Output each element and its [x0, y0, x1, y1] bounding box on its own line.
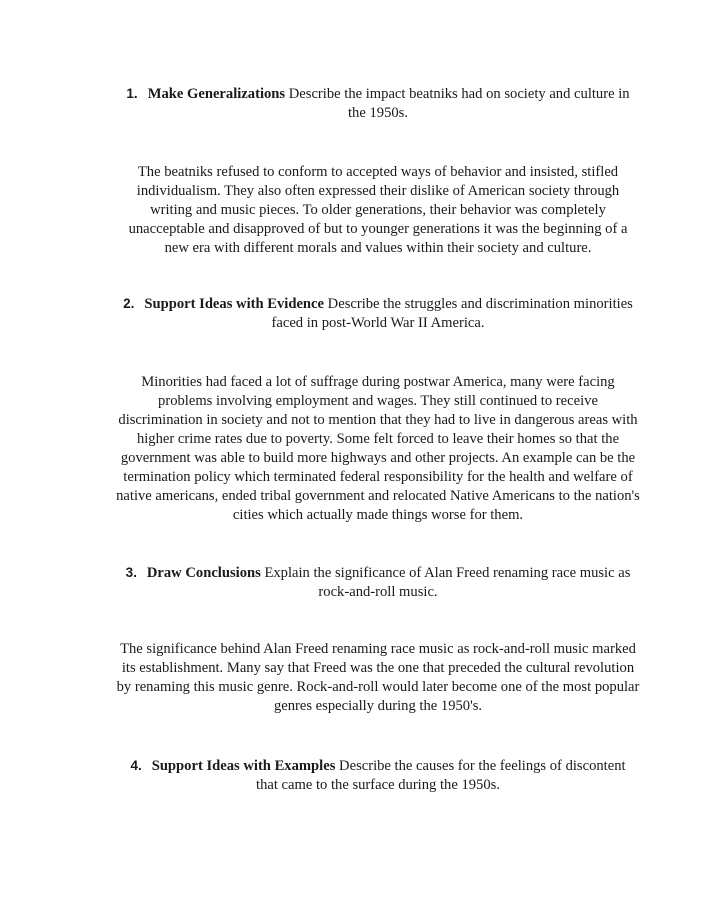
answer-2: Minorities had faced a lot of suffrage during postwar America, many were facing problems involving employment and wages. They still continued to receive discrimination in society and not to mention that they had to live in dangerous areas with higher crime rates due to poverty. Some felt forced to leave their homes so that the government was able to build more highways and other projects. An example can be the termination policy which terminated federal responsibility for the health and welfare of native americans, ended tribal government and relocated Native Americans to the nation's cities which actually made things worse for them. [116, 374, 640, 523]
question-4 [120, 756, 636, 795]
question-prompt: Describe the impact beatniks had on society and culture in the 1950s. [288, 86, 630, 121]
question-title: Make Generalizations [147, 86, 286, 102]
question-number: 3. [125, 565, 137, 580]
question-title: Draw Conclusions [146, 565, 261, 581]
question-number: 2. [123, 296, 135, 311]
question-prompt: Describe the struggles and discrimination minorities faced in post-World War II America. [271, 296, 633, 331]
question-number: 4. [130, 758, 142, 773]
question-title: Support Ideas with Evidence [144, 296, 325, 312]
answer-3: The significance behind Alan Freed renaming race music as rock-and-roll music marked its establishment. Many say that Freed was the one that preceded the cultural revolution by renaming this music genre. Rock-and-roll would later become one of the most popular genres especially during the 1950's. [116, 641, 640, 714]
question-3 [120, 563, 636, 602]
question-number: 1. [126, 86, 138, 101]
answer-1: The beatniks refused to conform to accepted ways of behavior and insisted, stifled individualism. They also often expressed their dislike of American society through writing and music pieces. To older generations, their behavior was completely unacceptable and disapproved of but to younger generations it was the beginning of a new era with different morals and values within their society and culture. [128, 164, 628, 256]
question-prompt: Explain the significance of Alan Freed renaming race music as rock-and-roll music. [264, 565, 631, 600]
question-2 [120, 294, 636, 333]
question-1 [120, 84, 636, 123]
question-title: Support Ideas with Examples [151, 758, 336, 774]
question-prompt: Describe the causes for the feelings of discontent that came to the surface during the 1950s. [256, 758, 626, 793]
